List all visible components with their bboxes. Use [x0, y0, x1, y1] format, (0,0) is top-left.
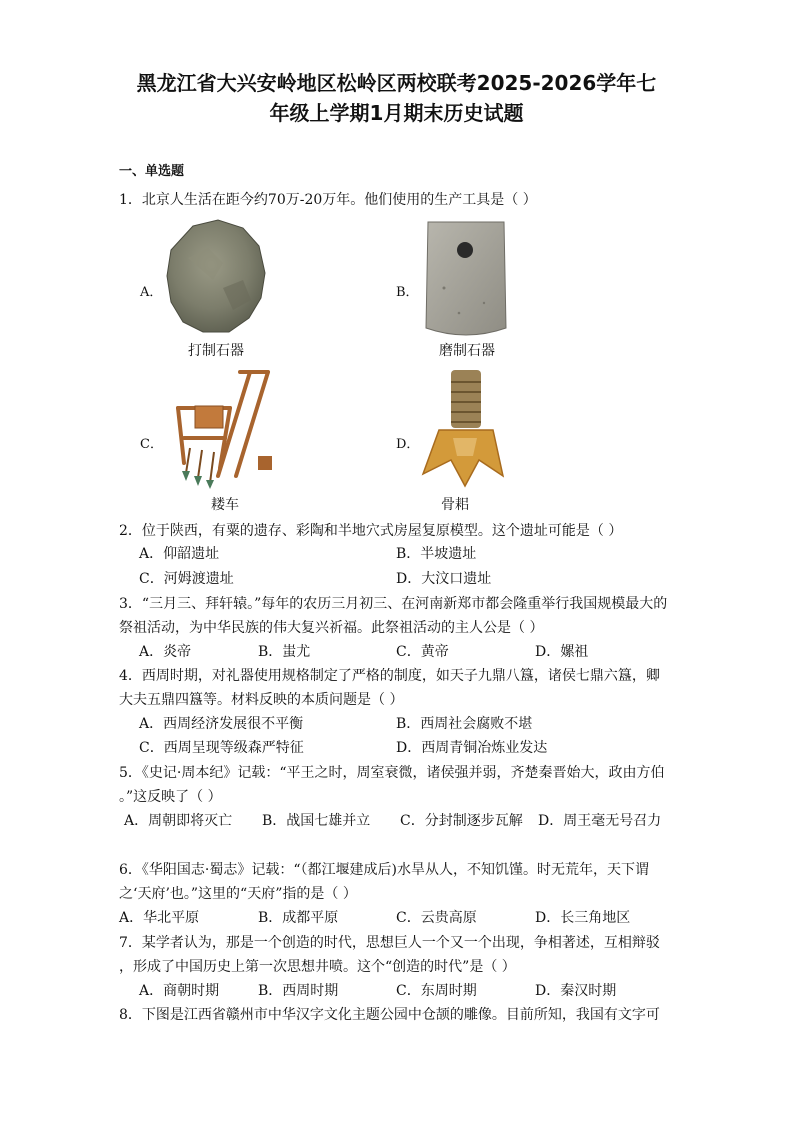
question-2-stem: 2．位于陕西，有粟的遗存、彩陶和半地穴式房屋复原模型。这个遗址可能是（ ） — [119, 523, 623, 539]
exam-title-line-2: 年级上学期1月期末历史试题 — [269, 101, 524, 125]
question-8-stem-line-1: 8．下图是江西省赣州市中华汉字文化主题公园中仓颉的雕像。目前所知，我国有文字可 — [119, 1007, 660, 1023]
q6-option-c: C．云贵高原 — [396, 910, 477, 926]
question-5-stem-line-2: 。”这反映了（ ） — [119, 789, 222, 805]
q4-option-b: B．西周社会腐败不堪 — [396, 716, 533, 732]
q2-option-c: C．河姆渡遗址 — [139, 571, 234, 587]
q7-option-d: D．秦汉时期 — [535, 983, 617, 999]
q1-option-a-caption: 打制石器 — [188, 343, 244, 359]
question-4-stem-line-1: 4．西周时期，对礼器使用规格制定了严格的制度，如天子九鼎八簋，诸侯七鼎六簋，卿 — [119, 668, 660, 684]
bone-spade-image — [417, 368, 507, 490]
section-heading: 一、单选题 — [119, 164, 185, 179]
q5-option-c: C．分封制逐步瓦解 — [400, 813, 523, 829]
q1-option-d-caption: 骨耜 — [441, 497, 469, 513]
q3-option-b: B．蚩尤 — [258, 644, 311, 660]
q2-option-d: D．大汶口遗址 — [396, 571, 492, 587]
q4-option-a: A．西周经济发展很不平衡 — [139, 716, 304, 732]
q7-option-a: A．商朝时期 — [139, 983, 220, 999]
question-1-stem: 1．北京人生活在距今约70万-20万年。他们使用的生产工具是（ ） — [119, 192, 537, 208]
question-7-stem-line-2: ，形成了中国历史上第一次思想井喷。这个“创造的时代”是（ ） — [119, 959, 516, 975]
q1-option-c-caption: 耧车 — [211, 497, 239, 513]
question-3-stem-line-2: 祭祖活动，为中华民族的伟大复兴祈福。此祭祖活动的主人公是（ ） — [119, 620, 544, 636]
q1-option-d-letter: D． — [396, 437, 420, 452]
q2-option-b: B．半坡遗址 — [396, 546, 477, 562]
q3-option-c: C．黄帝 — [396, 644, 449, 660]
q6-option-a: A．华北平原 — [119, 910, 200, 926]
question-6-stem-line-2: 之‘天府’也。”这里的“天府”指的是（ ） — [119, 886, 357, 902]
q1-option-b-caption: 磨制石器 — [439, 343, 495, 359]
q7-option-b: B．西周时期 — [258, 983, 339, 999]
seed-plough-image — [170, 368, 280, 490]
chipped-stone-tool-image — [163, 218, 268, 336]
q1-option-c-letter: C． — [140, 437, 163, 452]
exam-title-line-1: 黑龙江省大兴安岭地区松岭区两校联考2025-2026学年七 — [136, 71, 657, 95]
q3-option-a: A．炎帝 — [139, 644, 192, 660]
q6-option-d: D．长三角地区 — [535, 910, 631, 926]
q5-option-d: D．周王毫无号召力 — [538, 813, 662, 829]
question-6-stem-line-1: 6．《华阳国志·蜀志》记载：“（都江堰建成后)水旱从人，不知饥馑。时无荒年，天下谓 — [119, 862, 649, 878]
q6-option-b: B．成都平原 — [258, 910, 339, 926]
q2-option-a: A．仰韶遗址 — [139, 546, 220, 562]
q3-option-d: D．嫘祖 — [535, 644, 589, 660]
q5-option-b: B．战国七雄并立 — [262, 813, 371, 829]
q1-option-a-letter: A． — [140, 285, 163, 300]
q5-option-a: A．周朝即将灭亡 — [124, 813, 233, 829]
q4-option-d: D．西周青铜冶炼业发达 — [396, 740, 548, 756]
question-4-stem-line-2: 大夫五鼎四簋等。材料反映的本质问题是（ ） — [119, 692, 404, 708]
question-3-stem-line-1: 3．“三月三、拜轩辕。”每年的农历三月初三、在河南新郑市都会隆重举行我国规模最大的 — [119, 596, 668, 612]
polished-stone-tool-image — [424, 218, 508, 340]
q7-option-c: C．东周时期 — [396, 983, 477, 999]
q1-option-b-letter: B． — [396, 285, 419, 300]
q4-option-c: C．西周呈现等级森严特征 — [139, 740, 304, 756]
question-5-stem-line-1: 5．《史记·周本纪》记载：“平王之时，周室衰微，诸侯强并弱，齐楚秦晋始大，政由方伯 — [119, 765, 665, 781]
question-7-stem-line-1: 7．某学者认为，那是一个创造的时代，思想巨人一个又一个出现，争相著述，互相辩驳 — [119, 935, 660, 951]
